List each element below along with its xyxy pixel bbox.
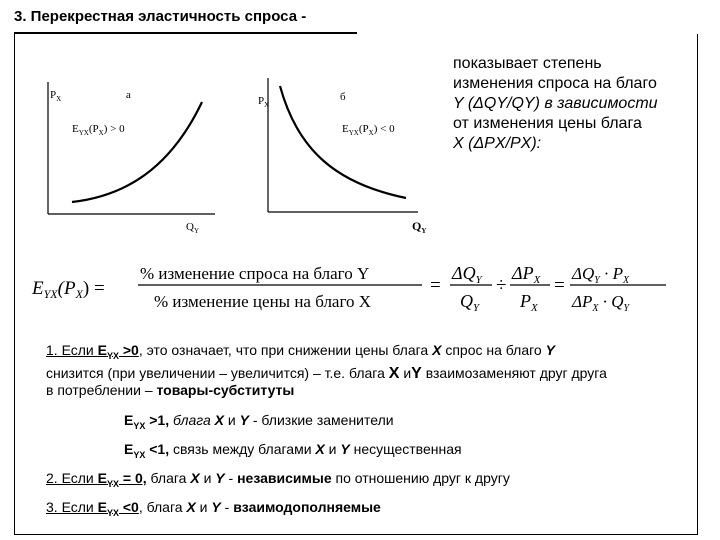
rule-1b: $E_{YX} <1$, связь между благами X и Y несущественная	[124, 441, 462, 460]
graph-b-letter: б	[340, 91, 346, 103]
formula-equals-2: =	[430, 275, 441, 296]
elasticity-formula	[30, 258, 670, 318]
rule-1-line-2: снизится (при увеличении – увеличится) – т.е. блага X иY взаимозаменяют друг друга	[46, 364, 607, 382]
graph-b-x-label: $Q_Y$	[412, 219, 427, 235]
rule-3-label: 3. Если $E_{YX} <0$	[46, 499, 139, 518]
formula-lhs: $E_{YX}(P_X)$ =	[32, 278, 105, 301]
formula-numerator-4: $\Delta Q_Y \cdot P_X$	[572, 264, 630, 286]
graph-a-axes	[48, 82, 215, 214]
rule-1-label: 1. Если $E_{YX} >0$	[46, 342, 139, 361]
graph-a-letter: а	[126, 89, 131, 101]
graph-b-y-label: $P_X$	[258, 95, 270, 109]
rule-3: 3. Если $E_{YX} <0$, блага X и Y - взаимодополняемые	[46, 499, 381, 518]
formula-numerator-words: % изменение спроса на благо Y	[140, 264, 370, 283]
good-y: Y	[453, 95, 464, 112]
formula-denominator-words: % изменение цены на благо X	[154, 292, 372, 311]
formula-divide: ÷	[496, 275, 507, 296]
rule-2-label: 2. Если $E_{YX} = 0$,	[46, 470, 147, 489]
formula-equals-3: =	[554, 275, 565, 296]
graph-a-condition: $E_{YX}(P_X) > 0$	[72, 123, 125, 137]
definition-line-5	[453, 134, 693, 154]
graph-b-condition: $E_{YX}(P_X) < 0$	[342, 123, 395, 137]
definition-line-2: изменения спроса на благо	[453, 75, 657, 92]
good-x: X	[453, 135, 464, 152]
definition-text	[453, 54, 693, 154]
formula-denominator-4: $\Delta P_X \cdot Q_Y$	[572, 292, 630, 314]
rule-1a: $E_{YX} >1$, блага X и Y - близкие заменители	[124, 412, 394, 431]
formula-denominator-3: $P_X$	[520, 291, 538, 314]
graph-a	[30, 74, 225, 244]
graph-b	[248, 72, 443, 244]
graph-a-curve	[72, 102, 202, 202]
graph-a-x-label: $Q_Y$	[186, 221, 200, 235]
graph-a-y-label: $P_X$	[50, 89, 62, 103]
formula-numerator-3: $\Delta P_X$	[512, 263, 541, 286]
rule-1-line-3: в потреблении – товары-субституты	[46, 381, 295, 398]
definition-line-1: показывает степень	[453, 55, 602, 72]
definition-line-3-rest: (ΔQY/QY) в зависимости	[463, 95, 658, 112]
rule-1	[46, 342, 686, 399]
rule-1-line-1: 1. Если $E_{YX} >0$, это означает, что при снижении цены блага X спрос на благо Y	[46, 342, 555, 361]
rule-2: 2. Если $E_{YX} = 0$, блага X и Y - независимые по отношению друг к другу	[46, 470, 510, 489]
definition-line-3	[453, 94, 693, 114]
definition-line-5-rest: (ΔPX/PX):	[463, 135, 542, 152]
slide-title: 3. Перекрестная эластичность спроса -	[14, 8, 307, 25]
formula-denominator-2: $Q_Y$	[460, 291, 480, 314]
formula-numerator-2: $\Delta Q_Y$	[452, 263, 482, 286]
definition-line-4: от изменения цены блага	[453, 115, 642, 132]
